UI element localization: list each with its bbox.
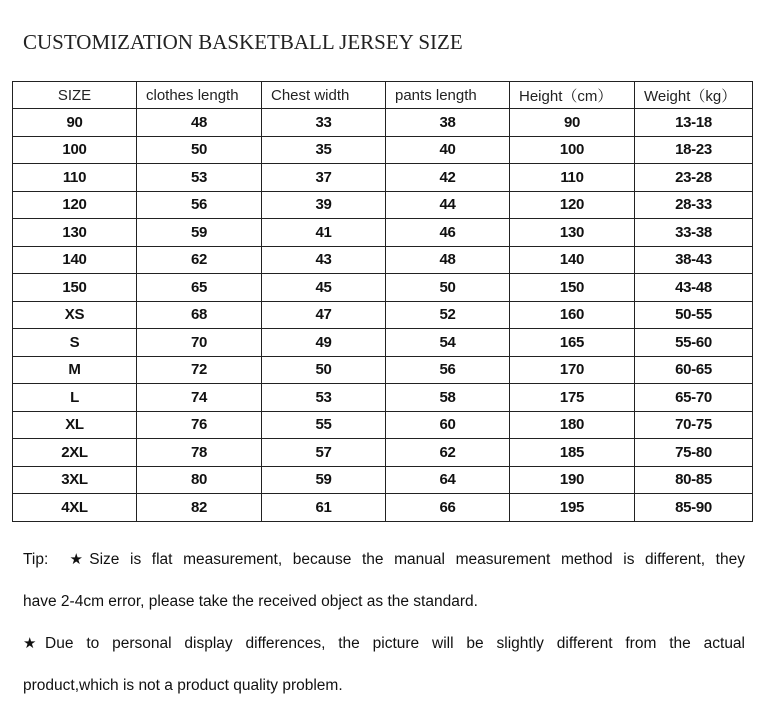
note-2-text: Due to personal display differences, the picture will be slightly different from the actual <box>45 635 745 652</box>
table-row <box>13 191 753 219</box>
cell-weight: 85-90 <box>635 494 753 522</box>
table-row <box>13 219 753 247</box>
cell-size: 90 <box>13 109 137 137</box>
cell-weight: 38-43 <box>635 246 753 274</box>
cell-height: 120 <box>510 191 635 219</box>
cell-weight: 43-48 <box>635 274 753 302</box>
cell-pants-length: 54 <box>386 329 510 357</box>
cell-clothes-length: 56 <box>137 191 262 219</box>
cell-chest-width: 37 <box>262 164 386 192</box>
cell-chest-width: 35 <box>262 136 386 164</box>
cell-chest-width: 41 <box>262 219 386 247</box>
cell-height: 180 <box>510 411 635 439</box>
table-row <box>13 439 753 467</box>
cell-height: 140 <box>510 246 635 274</box>
cell-chest-width: 59 <box>262 466 386 494</box>
note-2-line-1 <box>23 624 745 663</box>
cell-chest-width: 61 <box>262 494 386 522</box>
cell-weight: 70-75 <box>635 411 753 439</box>
cell-height: 195 <box>510 494 635 522</box>
table-row <box>13 411 753 439</box>
cell-height: 160 <box>510 301 635 329</box>
page-title: CUSTOMIZATION BASKETBALL JERSEY SIZE <box>23 30 463 54</box>
cell-size: S <box>13 329 137 357</box>
cell-height: 150 <box>510 274 635 302</box>
cell-height: 130 <box>510 219 635 247</box>
cell-size: 100 <box>13 136 137 164</box>
cell-chest-width: 49 <box>262 329 386 357</box>
cell-pants-length: 42 <box>386 164 510 192</box>
table-row <box>13 136 753 164</box>
note-2-line-2 <box>23 666 745 705</box>
table-row <box>13 329 753 357</box>
cell-chest-width: 47 <box>262 301 386 329</box>
cell-pants-length: 48 <box>386 246 510 274</box>
table-row <box>13 109 753 137</box>
cell-height: 90 <box>510 109 635 137</box>
star-icon: ★ <box>23 635 46 652</box>
table-row <box>13 494 753 522</box>
cell-height: 190 <box>510 466 635 494</box>
header-chest-width: Chest width <box>262 82 386 109</box>
cell-height: 165 <box>510 329 635 357</box>
cell-chest-width: 45 <box>262 274 386 302</box>
table-row <box>13 274 753 302</box>
cell-clothes-length: 70 <box>137 329 262 357</box>
cell-size: 4XL <box>13 494 137 522</box>
cell-size: 130 <box>13 219 137 247</box>
cell-pants-length: 66 <box>386 494 510 522</box>
cell-pants-length: 40 <box>386 136 510 164</box>
cell-size: 2XL <box>13 439 137 467</box>
header-size: SIZE <box>13 82 137 109</box>
cell-chest-width: 33 <box>262 109 386 137</box>
cell-clothes-length: 72 <box>137 356 262 384</box>
cell-size: 110 <box>13 164 137 192</box>
cell-clothes-length: 65 <box>137 274 262 302</box>
cell-weight: 80-85 <box>635 466 753 494</box>
size-chart-table <box>12 81 753 522</box>
cell-pants-length: 50 <box>386 274 510 302</box>
cell-weight: 18-23 <box>635 136 753 164</box>
cell-clothes-length: 80 <box>137 466 262 494</box>
cell-chest-width: 43 <box>262 246 386 274</box>
cell-size: L <box>13 384 137 412</box>
cell-clothes-length: 62 <box>137 246 262 274</box>
table-row <box>13 246 753 274</box>
star-icon: ★ <box>69 551 90 568</box>
cell-clothes-length: 50 <box>137 136 262 164</box>
table-row <box>13 466 753 494</box>
cell-height: 100 <box>510 136 635 164</box>
tip-label: Tip: <box>23 551 49 568</box>
header-clothes-length: clothes length <box>137 82 262 109</box>
notes-section <box>23 540 745 705</box>
cell-pants-length: 62 <box>386 439 510 467</box>
cell-size: XL <box>13 411 137 439</box>
table-row <box>13 301 753 329</box>
cell-clothes-length: 82 <box>137 494 262 522</box>
header-weight: Weight（kg） <box>635 82 753 109</box>
cell-size: M <box>13 356 137 384</box>
cell-clothes-length: 68 <box>137 301 262 329</box>
cell-weight: 13-18 <box>635 109 753 137</box>
cell-size: 150 <box>13 274 137 302</box>
cell-size: 3XL <box>13 466 137 494</box>
cell-chest-width: 50 <box>262 356 386 384</box>
cell-chest-width: 53 <box>262 384 386 412</box>
note-1-line-1 <box>23 540 745 579</box>
cell-height: 175 <box>510 384 635 412</box>
cell-size: 120 <box>13 191 137 219</box>
cell-pants-length: 58 <box>386 384 510 412</box>
table-row <box>13 384 753 412</box>
cell-clothes-length: 78 <box>137 439 262 467</box>
cell-pants-length: 46 <box>386 219 510 247</box>
cell-pants-length: 52 <box>386 301 510 329</box>
cell-weight: 28-33 <box>635 191 753 219</box>
cell-clothes-length: 76 <box>137 411 262 439</box>
cell-height: 110 <box>510 164 635 192</box>
cell-weight: 55-60 <box>635 329 753 357</box>
cell-weight: 50-55 <box>635 301 753 329</box>
note-1-line-2 <box>23 582 745 621</box>
cell-chest-width: 55 <box>262 411 386 439</box>
cell-chest-width: 39 <box>262 191 386 219</box>
table-row <box>13 164 753 192</box>
header-height: Height（cm） <box>510 82 635 109</box>
cell-weight: 33-38 <box>635 219 753 247</box>
cell-pants-length: 44 <box>386 191 510 219</box>
cell-chest-width: 57 <box>262 439 386 467</box>
note-1-text-cont: have 2-4cm error, please take the received object as the standard. <box>23 593 478 610</box>
cell-clothes-length: 59 <box>137 219 262 247</box>
cell-clothes-length: 74 <box>137 384 262 412</box>
note-2-text-cont: product,which is not a product quality problem. <box>23 677 343 694</box>
cell-pants-length: 38 <box>386 109 510 137</box>
note-1-text: Size is flat measurement, because the manual measurement method is different, they <box>89 551 745 568</box>
cell-weight: 75-80 <box>635 439 753 467</box>
cell-height: 170 <box>510 356 635 384</box>
header-pants-length: pants length <box>386 82 510 109</box>
cell-weight: 23-28 <box>635 164 753 192</box>
cell-weight: 65-70 <box>635 384 753 412</box>
cell-size: XS <box>13 301 137 329</box>
cell-clothes-length: 53 <box>137 164 262 192</box>
table-row <box>13 356 753 384</box>
table-header-row <box>13 82 753 109</box>
cell-clothes-length: 48 <box>137 109 262 137</box>
cell-weight: 60-65 <box>635 356 753 384</box>
cell-pants-length: 60 <box>386 411 510 439</box>
cell-pants-length: 64 <box>386 466 510 494</box>
cell-height: 185 <box>510 439 635 467</box>
cell-pants-length: 56 <box>386 356 510 384</box>
cell-size: 140 <box>13 246 137 274</box>
